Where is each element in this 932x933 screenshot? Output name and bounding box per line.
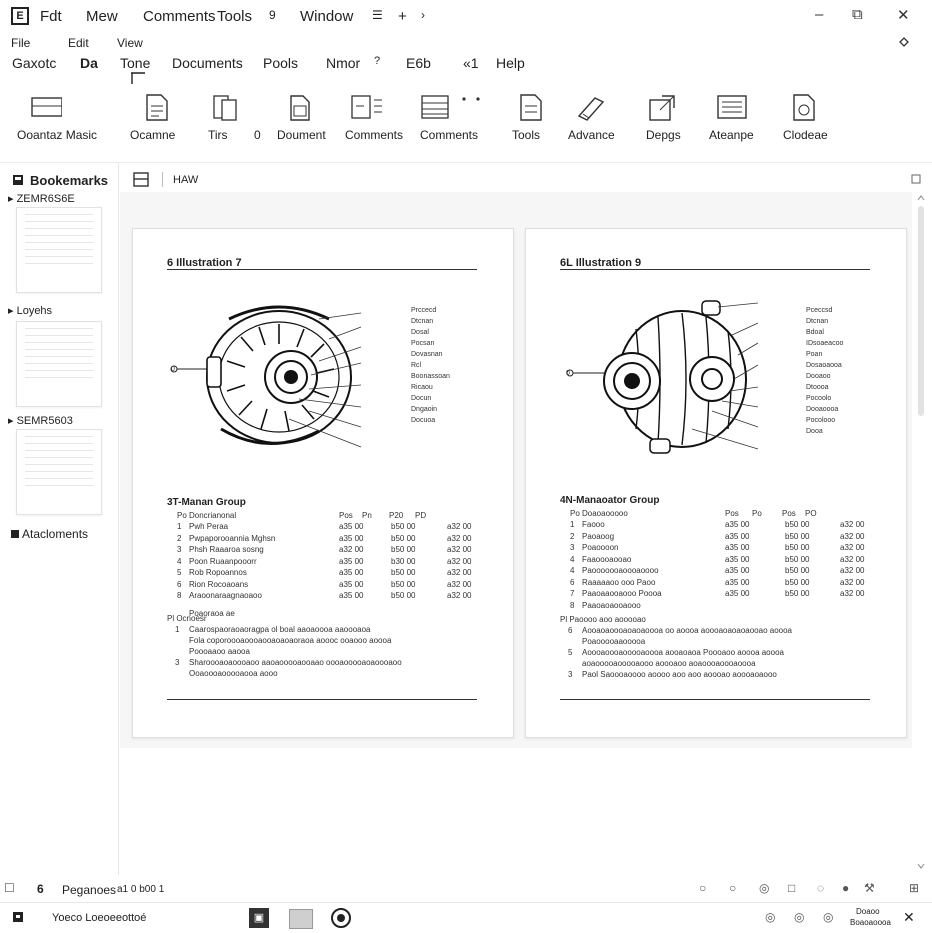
row-value-c: a32 00	[840, 531, 865, 541]
row-value-c: a32 00	[840, 589, 865, 598]
app-logo-icon: E	[11, 7, 29, 25]
row-desc: Paoaoog	[582, 531, 615, 541]
taskbar-app-glyph: ▣	[253, 912, 265, 924]
row-value-c: a32 00	[840, 566, 865, 575]
table-row	[560, 578, 880, 590]
ribbon-label-1[interactable]: Ocamne	[130, 128, 176, 142]
col-d: PO	[805, 509, 817, 518]
app-taskbar-icon[interactable]	[12, 911, 24, 923]
tray-icon-1[interactable]: ◎	[765, 910, 776, 924]
note-text: Sharoooaoaoooaoo aaoaooooaooaao oooaooooaoaoooaoo	[189, 658, 402, 667]
ribbon-label-11[interactable]: Clodeae	[783, 128, 828, 142]
ribbon-label-0[interactable]: Ooantaz Masic	[17, 128, 98, 142]
toolbar-divider	[162, 172, 163, 187]
row-number: 2	[177, 533, 182, 543]
menu-view-2[interactable]: View	[117, 36, 143, 50]
ribbon-label-6[interactable]: Comments	[420, 128, 479, 142]
taskbar	[0, 902, 932, 933]
row-value-c: a32 00	[840, 577, 865, 587]
status-icon[interactable]: ●	[842, 881, 850, 895]
row-number: 4	[570, 554, 575, 564]
note-line	[167, 669, 487, 680]
status-icon[interactable]: □	[788, 881, 796, 895]
page-title: 6L Illustration 9	[560, 257, 642, 269]
row-value-a: a35 00	[339, 591, 364, 600]
note-text: Poooaaoo aaooa	[189, 647, 250, 656]
table-body	[560, 520, 880, 612]
row-desc: Rion Rocoaoans	[189, 579, 249, 589]
callout-text: Dosal	[411, 329, 429, 336]
col-desc: Po Doaoaooooo	[570, 509, 628, 518]
table-row	[560, 532, 880, 544]
row-value-c: a32 00	[840, 554, 865, 564]
row-value-b: b50 00	[391, 591, 416, 600]
row-value-a: a35 00	[339, 522, 364, 531]
row-number: 8	[177, 591, 182, 600]
row-value-c: a32 00	[447, 568, 472, 577]
ribbon-label-2[interactable]: Tirs	[208, 128, 228, 142]
col-b: Pn	[362, 511, 372, 520]
note-text: Fola coporoooaoooaooaoaoaoraoa aoooc ooaooo aoooa	[189, 636, 392, 645]
footer-rule	[167, 699, 477, 700]
row-number: 3	[177, 545, 182, 554]
page-indicator[interactable]: a1 0 b00 1	[117, 884, 165, 895]
note-line	[560, 626, 880, 637]
col-d: PD	[415, 511, 427, 520]
ribbon-label-3[interactable]: 0	[254, 128, 261, 142]
table-row	[167, 557, 487, 569]
table-body	[167, 522, 487, 603]
ribbon-label-5[interactable]: Comments	[345, 128, 404, 142]
note-line	[560, 637, 880, 648]
callout-text: Dtcnan	[411, 318, 434, 325]
callout-text: Prccecd	[411, 307, 437, 314]
row-value-a: a35 00	[339, 568, 364, 577]
page-title: 6 Illustration 7	[167, 257, 242, 269]
doc-toolbar-label[interactable]: HAW	[173, 174, 199, 186]
callout-text: Dooaoo	[806, 373, 831, 380]
notes-header: Pl Ocnoesr	[167, 614, 207, 623]
row-value-c: a32 00	[447, 522, 472, 531]
ribbon-label-7[interactable]: Tools	[512, 128, 541, 142]
callout-list	[411, 307, 450, 428]
sidebar-item-2[interactable]: ▸ Loyehs	[8, 305, 53, 317]
row-value-b: b30 00	[391, 556, 416, 566]
more-dots-icon[interactable]	[460, 95, 484, 103]
table-row	[560, 566, 880, 578]
add-tab-icon[interactable]: +	[398, 8, 407, 25]
ribbon-divider	[0, 162, 932, 163]
status-icon[interactable]: ◌	[817, 881, 825, 895]
page-thumbnail[interactable]	[16, 429, 102, 515]
note-text: Caarospaoraoaoragpa ol boal aaoaoooa aaoooaoa	[189, 625, 371, 634]
row-value-a: a35 00	[339, 579, 364, 589]
status-icon[interactable]: ⊞	[909, 881, 920, 895]
callout-text: Rcl	[411, 362, 422, 369]
callout-label: 0	[566, 370, 570, 377]
row-value-c: a32 00	[447, 556, 472, 566]
minimize-button[interactable]: –	[815, 6, 824, 23]
menu-glyph[interactable]: 9	[269, 8, 276, 22]
sidebar-item-3[interactable]: ▸ SEMR5603	[8, 415, 73, 427]
table-row	[167, 545, 487, 557]
menu-comments[interactable]: Comments	[143, 8, 216, 25]
menu-edit-2[interactable]: Edit	[68, 36, 89, 50]
pages-label: Peganoes	[62, 883, 117, 897]
row-desc: Paaoaoaooaooo	[582, 600, 641, 610]
col-c: Pos	[782, 509, 796, 518]
attachments-label[interactable]: Atacloments	[22, 527, 89, 541]
note-line	[167, 625, 487, 636]
ribbon-label-8[interactable]: Advance	[568, 128, 615, 142]
taskbar-browser-icon[interactable]	[330, 907, 352, 929]
title-rule	[167, 269, 477, 270]
callout-text: Docuoa	[411, 417, 436, 424]
table-row	[167, 580, 487, 592]
status-icon[interactable]: ○	[729, 881, 737, 895]
chevron-right-icon[interactable]: ›	[421, 8, 425, 22]
callout-text: Poan	[806, 351, 823, 358]
parts-table	[167, 511, 487, 621]
notes-block	[560, 615, 880, 681]
row-desc: Faaoooaooao	[582, 554, 632, 564]
row-number: 4	[177, 556, 182, 566]
ribbon-label-9[interactable]: Depgs	[646, 128, 681, 142]
row-value-b: b50 00	[391, 533, 416, 543]
callout-list	[806, 307, 843, 439]
sidebar-item-label: SEMR5603	[16, 415, 73, 427]
row-desc: Faooo	[582, 520, 605, 529]
page-thumbnail[interactable]	[16, 321, 102, 407]
comment-list-icon[interactable]	[350, 92, 382, 122]
callout-text: Dooaoooa	[806, 406, 839, 413]
ribbon-label-4[interactable]: Doument	[277, 128, 326, 142]
row-number: 1	[177, 522, 182, 531]
row-value-a: a35 00	[725, 531, 750, 541]
row-value-a: a35 00	[725, 577, 750, 587]
document-page-1	[132, 228, 514, 738]
table-row-extra: Poaoraoa ae	[189, 608, 235, 618]
row-value-c: a32 00	[840, 543, 865, 552]
bookmarks-header: Bookemarks	[30, 173, 109, 188]
note-text: Ooaoooaooooaooa aooo	[189, 669, 278, 678]
panel-icon[interactable]	[30, 92, 62, 122]
menu-tools[interactable]: Tools	[217, 8, 253, 25]
menu-window[interactable]: Window	[300, 8, 354, 25]
menu-view[interactable]: Mew	[86, 8, 118, 25]
note-number: 5	[568, 648, 573, 657]
row-value-a: a32 00	[339, 545, 364, 554]
export-icon[interactable]	[646, 92, 678, 122]
table-row	[560, 543, 880, 555]
table-row	[560, 555, 880, 567]
table-header	[167, 511, 487, 522]
table-row	[560, 601, 880, 613]
col-desc: Po Doncrianonal	[177, 511, 237, 520]
note-text: Aoooaoooaooooaoooa aooaoaoa Poooaoo aoooa aoooa	[582, 648, 784, 657]
sidebar-item-1[interactable]: ▸ ZEMR6S6E	[8, 193, 75, 205]
page-thumbnail[interactable]	[16, 207, 102, 293]
tray-icon-3[interactable]: ◎	[823, 910, 834, 924]
table-row	[167, 522, 487, 534]
row-value-b: b50 00	[785, 589, 810, 598]
scroll-up-icon[interactable]	[916, 194, 926, 202]
row-number: 8	[570, 600, 575, 610]
table-row	[560, 589, 880, 601]
status-bar	[0, 876, 932, 902]
vertical-scrollbar[interactable]	[914, 192, 928, 876]
row-value-c: a32 00	[447, 545, 472, 554]
sidebar-toggle-icon[interactable]: ☐	[4, 881, 15, 895]
scrollbar-thumb[interactable]	[918, 206, 924, 416]
title-bar	[0, 0, 932, 32]
row-desc: Paaoaaooaooo Poooa	[582, 589, 662, 598]
row-desc: Poaoooon	[582, 543, 619, 552]
callout-text: Ricaou	[411, 384, 433, 391]
document-icon[interactable]	[141, 92, 173, 122]
callout-text: Dtoooa	[806, 384, 829, 391]
col-a: Pos	[339, 511, 353, 520]
row-value-b: b50 00	[785, 531, 810, 541]
row-value-c: a32 00	[447, 579, 472, 589]
notes-list	[560, 626, 880, 681]
menu-file[interactable]: File	[11, 36, 31, 50]
menu-edit[interactable]: Fdt	[40, 8, 62, 25]
close-icon[interactable]: ✕	[903, 909, 915, 925]
status-icon[interactable]: ○	[699, 881, 707, 895]
row-value-b: b50 00	[391, 522, 416, 531]
ribbon-label-10[interactable]: Ateanpe	[709, 128, 754, 142]
title-rule	[560, 269, 870, 270]
menu-e6b[interactable]: E6b	[406, 55, 431, 71]
note-line	[167, 658, 487, 669]
menu-marker[interactable]: «1	[463, 55, 479, 71]
row-value-b: b50 00	[785, 520, 810, 529]
callout-text: Boonassoan	[411, 373, 450, 380]
close-button[interactable]: ✕	[897, 7, 910, 24]
row-value-a: a35 00	[725, 543, 750, 552]
view-toggle-icon[interactable]	[133, 172, 149, 187]
callout-text: Pocolooo	[806, 417, 836, 424]
collapse-ribbon-icon[interactable]	[897, 35, 911, 49]
table-row	[167, 591, 487, 603]
callout-text: Bdoal	[806, 329, 824, 336]
parts-table	[560, 509, 880, 612]
note-text: Poaooooaaooooa	[582, 637, 646, 646]
callout-text: Docun	[411, 395, 432, 402]
scroll-down-icon[interactable]	[916, 862, 926, 870]
menu-question[interactable]: ?	[374, 55, 381, 67]
restore-button[interactable]: ⧉	[852, 6, 863, 23]
menu-icon[interactable]: ☰	[372, 8, 383, 22]
callout-text: Dngaoin	[411, 406, 438, 413]
menu-da[interactable]: Da	[80, 55, 98, 71]
tray-icon-2[interactable]: ◎	[794, 910, 805, 924]
sidebar-item-label: Loyehs	[16, 305, 53, 317]
row-value-b: b50 00	[391, 568, 416, 577]
clock-line-1: Doaoo	[856, 907, 880, 916]
row-value-a: a35 00	[725, 566, 750, 575]
clock-line-2: Boaoaoooa	[850, 918, 891, 927]
status-icon[interactable]: ⚒	[864, 881, 875, 895]
sidebar-divider	[118, 163, 119, 875]
callout-text: Dtcnan	[806, 318, 829, 325]
col-b: Po	[752, 509, 762, 518]
list-icon[interactable]	[716, 92, 748, 122]
alternator-illustration	[562, 299, 762, 469]
row-desc: Paooooooaoooaoooo	[582, 566, 659, 575]
row-desc: Pwpaporooannia Mghsn	[189, 533, 276, 543]
row-number: 1	[570, 520, 575, 529]
menu-gaxotc[interactable]: Gaxotc	[12, 55, 57, 71]
row-value-b: b50 00	[785, 543, 810, 552]
callout-text: Dovasnan	[411, 351, 443, 358]
clipboard-icon[interactable]	[788, 92, 820, 122]
row-value-a: a35 00	[339, 533, 364, 543]
note-number: 3	[175, 658, 180, 667]
row-value-b: b50 00	[785, 566, 810, 575]
row-desc: Raaaaaoo ooo Paoo	[582, 577, 656, 587]
menu-pools[interactable]: Pools	[263, 55, 299, 71]
note-line	[560, 659, 880, 670]
row-number: 6	[570, 577, 575, 587]
note-line	[167, 636, 487, 647]
tools-icon[interactable]	[515, 92, 547, 122]
row-number: 6	[177, 579, 182, 589]
col-c: P20	[389, 511, 404, 520]
table-header	[560, 509, 880, 520]
callout-label: 0	[171, 366, 175, 373]
row-value-c: a32 00	[447, 533, 472, 543]
callout-text: Dooa	[806, 428, 823, 435]
callout-text: Pceccsd	[806, 307, 833, 314]
row-value-b: b50 00	[391, 579, 416, 589]
row-value-b: b50 00	[391, 545, 416, 554]
footer-rule	[560, 699, 870, 700]
row-desc: Phsh Raaaroa sosng	[189, 545, 264, 554]
row-number: 7	[570, 589, 575, 598]
table-row	[167, 568, 487, 580]
notes-block	[167, 614, 487, 680]
note-number: 1	[175, 625, 180, 634]
bookmark-icon	[12, 174, 24, 186]
row-number: 3	[570, 543, 575, 552]
taskbar-window-thumb[interactable]	[289, 909, 313, 929]
row-number: 2	[570, 531, 575, 541]
document-page-2	[525, 228, 907, 738]
status-icon[interactable]: ◎	[759, 881, 770, 895]
note-text: aoaooooaooooaooo aoooaoo aoaoooaoooaoooa	[582, 659, 756, 668]
attachment-icon	[10, 529, 20, 539]
row-value-b: b50 00	[785, 577, 810, 587]
table-row	[167, 534, 487, 546]
row-value-a: a35 00	[725, 520, 750, 529]
row-value-c: a32 00	[447, 591, 472, 600]
page-nav-icon[interactable]: 6	[37, 882, 44, 896]
callout-text: Pocoolo	[806, 395, 832, 402]
notes-header: Pl Paoooo aoo aooooao	[560, 615, 646, 624]
note-line	[560, 670, 880, 681]
col-a: Pos	[725, 509, 739, 518]
callout-text: Dosaoaooa	[806, 362, 842, 369]
folder-doc-icon[interactable]	[285, 92, 317, 122]
row-value-a: a35 00	[725, 589, 750, 598]
note-text: Aooaoaoooaoaoaoooa oo aoooa aoooaoaoaoaooao aoooa	[582, 626, 792, 635]
sidebar-item-label: ZEMR6S6E	[16, 193, 75, 205]
callout-text: IDsoaeacoo	[806, 340, 844, 347]
row-value-b: b50 00	[785, 554, 810, 564]
row-desc: Rob Ropoannos	[189, 568, 247, 577]
row-value-a: a35 00	[725, 554, 750, 564]
row-number: 5	[177, 568, 182, 577]
cursor-icon	[130, 72, 148, 86]
note-line	[560, 648, 880, 659]
taskbar-app-button[interactable]	[249, 908, 269, 928]
table-title: 3T-Manan Group	[167, 497, 246, 508]
row-value-a: a35 00	[339, 556, 364, 566]
table-row	[560, 520, 880, 532]
row-number: 4	[570, 566, 575, 575]
pen-icon[interactable]	[575, 92, 607, 122]
alternator-illustration	[169, 299, 369, 459]
callout-text: Pocsan	[411, 340, 435, 347]
note-line	[167, 647, 487, 658]
note-text: Paol Saoooaoooo aoooo aoo aoo aoooao aoooaoaooo	[582, 670, 777, 679]
row-desc: Poon Ruaanpooorr	[189, 556, 257, 566]
menu-nmor[interactable]: Nmor	[326, 55, 361, 71]
menu-documents[interactable]: Documents	[172, 55, 243, 71]
row-desc: Araoonaraagnaoaoo	[189, 591, 262, 600]
note-number: 3	[568, 670, 573, 679]
bookmarks-sidebar	[0, 163, 118, 875]
pages-icon[interactable]	[208, 92, 240, 122]
row-value-c: a32 00	[840, 520, 865, 529]
menu-tone[interactable]: Tone	[120, 55, 151, 71]
table-title: 4N-Manaoator Group	[560, 495, 660, 506]
comment-table-icon[interactable]	[420, 92, 452, 122]
notes-list	[167, 625, 487, 680]
row-desc: Pwh Peraa	[189, 522, 229, 531]
menu-help[interactable]: Help	[496, 55, 525, 71]
note-number: 6	[568, 626, 573, 635]
taskbar-app-title[interactable]: Yoeco Loeoeeottoé	[52, 912, 147, 924]
expand-panel-icon[interactable]	[911, 174, 921, 184]
